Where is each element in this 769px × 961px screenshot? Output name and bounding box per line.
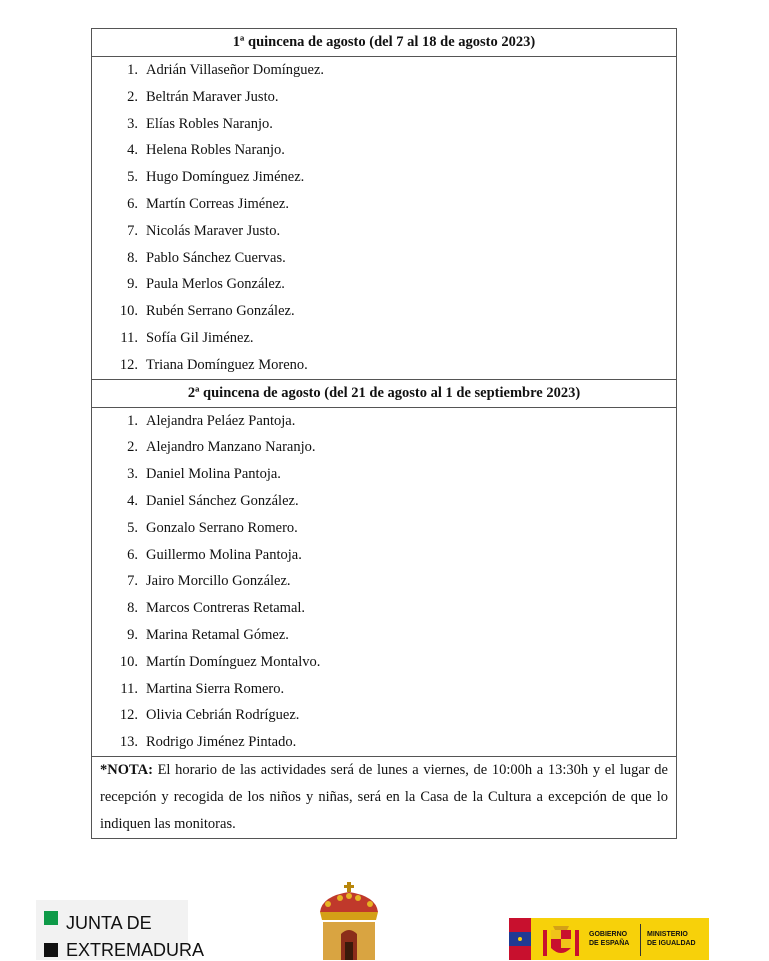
list-item <box>92 408 676 435</box>
list-item <box>92 325 676 352</box>
item-number: 12. <box>119 707 138 724</box>
list-item <box>92 515 676 542</box>
list-item <box>92 729 676 756</box>
gob-line2: DE ESPAÑA <box>589 940 630 947</box>
min-line2: DE IGUALDAD <box>647 940 696 947</box>
item-number: 8. <box>127 600 138 617</box>
note <box>92 756 676 838</box>
green-square-icon <box>44 911 58 925</box>
item-number: 9. <box>127 626 138 643</box>
logo-divider <box>640 924 641 956</box>
item-name: Hugo Domínguez Jiménez. <box>146 169 305 186</box>
item-number: 3. <box>127 115 138 132</box>
item-number: 10. <box>119 653 138 670</box>
junta-extremadura-logo <box>36 900 205 960</box>
item-number: 6. <box>127 195 138 212</box>
item-name: Beltrán Maraver Justo. <box>146 88 279 105</box>
list-item <box>92 676 676 703</box>
item-number: 11. <box>120 680 138 697</box>
note-text: El horario de las actividades será de lunes a viernes, de 10:00h a 13:30h y el lugar de recepción y recogida de los niños y niñas, será en la Casa de la Cultura a excepción de que lo indiquen las monitoras. <box>100 761 668 832</box>
list-item <box>92 702 676 729</box>
junta-line1: JUNTA DE <box>66 913 152 933</box>
item-name: Martín Correas Jiménez. <box>146 195 289 212</box>
item-name: Pablo Sánchez Cuervas. <box>146 249 286 266</box>
item-number: 5. <box>127 169 138 186</box>
item-name: Paula Merlos González. <box>146 276 285 293</box>
item-name: Gonzalo Serrano Romero. <box>146 519 298 536</box>
section2-list <box>92 408 676 756</box>
list-item <box>92 434 676 461</box>
item-number: 1. <box>127 62 138 78</box>
section2-title: 2ª quincena de agosto (del 21 de agosto al 1 de septiembre 2023) <box>92 379 676 408</box>
list-item <box>92 461 676 488</box>
item-number: 11. <box>120 329 138 346</box>
item-name: Alejandra Peláez Pantoja. <box>146 412 296 429</box>
item-number: 2. <box>127 439 138 456</box>
municipal-crest-icon <box>314 882 384 960</box>
item-name: Alejandro Manzano Naranjo. <box>146 439 316 456</box>
item-name: Marcos Contreras Retamal. <box>146 600 306 617</box>
item-name: Helena Robles Naranjo. <box>146 142 285 159</box>
list-item <box>92 622 676 649</box>
item-name: Nicolás Maraver Justo. <box>146 222 281 239</box>
flag-eu-icon <box>509 918 531 960</box>
item-number: 12. <box>119 356 138 373</box>
list-item <box>92 568 676 595</box>
item-number: 1. <box>127 412 138 429</box>
list-item <box>92 57 676 84</box>
item-name: Sofía Gil Jiménez. <box>146 329 254 346</box>
note-label: *NOTA: <box>100 761 153 778</box>
list-item <box>92 164 676 191</box>
item-number: 4. <box>127 492 138 509</box>
item-name: Martina Sierra Romero. <box>146 680 285 697</box>
list-item <box>92 111 676 138</box>
item-number: 4. <box>127 142 138 159</box>
list-item <box>92 191 676 218</box>
list-item <box>92 352 676 379</box>
item-name: Elías Robles Naranjo. <box>146 115 273 132</box>
item-name: Martín Domínguez Montalvo. <box>146 653 321 670</box>
item-number: 7. <box>127 573 138 590</box>
list-item <box>92 245 676 272</box>
item-name: Marina Retamal Gómez. <box>146 626 289 643</box>
section1-title: 1ª quincena de agosto (del 7 al 18 de agosto 2023) <box>92 29 676 57</box>
item-name: Triana Domínguez Moreno. <box>146 356 308 373</box>
spanish-coat-of-arms-icon <box>539 924 583 958</box>
list-item <box>92 137 676 164</box>
list-item <box>92 84 676 111</box>
gob-line1: GOBIERNO <box>589 931 628 938</box>
item-name: Rodrigo Jiménez Pintado. <box>146 734 297 751</box>
list-item <box>92 595 676 622</box>
item-number: 7. <box>127 222 138 239</box>
item-number: 8. <box>127 249 138 266</box>
item-number: 5. <box>127 519 138 536</box>
participants-table <box>91 28 677 839</box>
junta-line2: EXTREMADURA <box>66 940 205 960</box>
section1-list <box>92 57 676 379</box>
list-item <box>92 298 676 325</box>
item-name: Adrián Villaseñor Domínguez. <box>146 62 325 78</box>
min-line1: MINISTERIO <box>647 931 688 938</box>
item-name: Daniel Molina Pantoja. <box>146 466 281 483</box>
list-item <box>92 271 676 298</box>
black-square-icon <box>44 943 58 957</box>
item-name: Daniel Sánchez González. <box>146 492 299 509</box>
list-item <box>92 488 676 515</box>
item-number: 13. <box>119 734 138 751</box>
item-number: 2. <box>127 88 138 105</box>
item-number: 10. <box>119 303 138 320</box>
list-item <box>92 218 676 245</box>
gobierno-espana-logo <box>509 918 709 960</box>
item-name: Olivia Cebrián Rodríguez. <box>146 707 300 724</box>
list-item <box>92 649 676 676</box>
item-name: Rubén Serrano González. <box>146 303 295 320</box>
item-name: Guillermo Molina Pantoja. <box>146 546 302 563</box>
list-item <box>92 542 676 569</box>
item-name: Jairo Morcillo González. <box>146 573 291 590</box>
item-number: 6. <box>127 546 138 563</box>
item-number: 9. <box>127 276 138 293</box>
item-number: 3. <box>127 466 138 483</box>
